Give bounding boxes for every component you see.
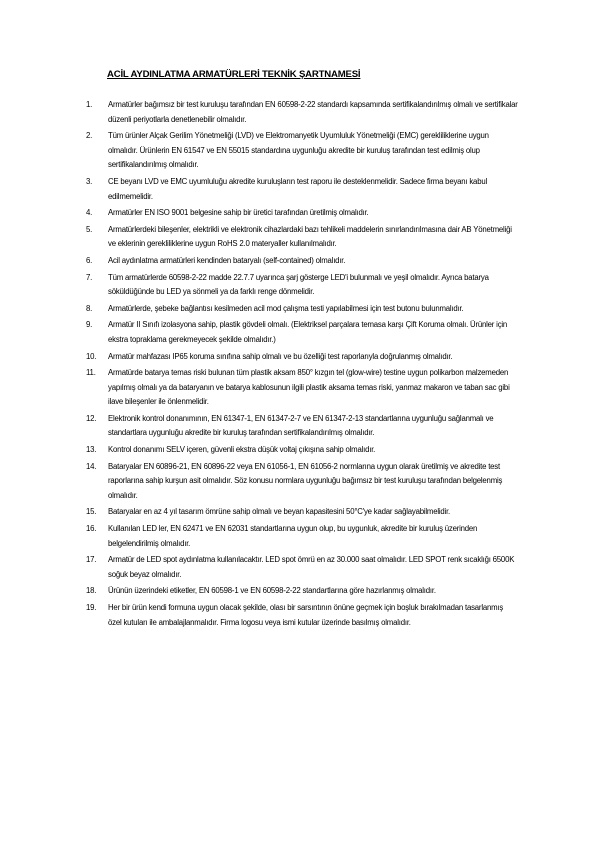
list-item [86,505,518,520]
list-item-number: 16. [86,524,97,534]
list-item-number: 17. [86,555,97,565]
list-item-number: 14. [86,461,97,471]
list-item-text: Armatürlerdeki bileşenler, elektrikli ve elektronik cihazlardaki bazı tehlikeli maddelerin sınırlandırılmasına dair AB Yönetmeliği ve eklerinin gerekliliklerine uygun RoHS 2.0 materyaller kullanılmalıdır. [108,224,512,249]
list-item-text: Kullanılan LED ler, EN 62471 ve EN 62031 standartlarına uygun olup, bu uygunluk, akredite bir kuruluş üzerinden belgelendirilmiş olmalıdır. [108,524,478,548]
list-item-text: Her bir ürün kendi formuna uygun olacak şekilde, olası bir sarsıntının önüne geçmek için boşluk bırakılmadan tasarlanmış özel kutuları ile ambalajlanmalıdır. Firma logosu veya ismi kutular üzerinde basılmış olmalıdır. [108,603,504,627]
list-item-number: 9. [86,320,93,330]
list-item-text: Elektronik kontrol donanımının, EN 61347-1, EN 61347-2-7 ve EN 61347-2-13 standartlarına uygunluğu sağlanmalı ve standartlara uygunluğu akredite bir kuruluş tarafından sertifikalandırılmış olmalıdır. [108,413,494,438]
list-item-number: 3. [86,176,93,186]
list-item-number: 10. [86,351,97,361]
list-item-text: Armatür de LED spot aydınlatma kullanılacaktır. LED spot ömrü en az 30.000 saat olmalıdır. LED SPOT renk sıcaklığı 6500K soğuk beyaz olmalıdır. [108,555,515,579]
list-item-text: Ürünün üzerindeki etiketler, EN 60598-1 ve EN 60598-2-22 standartlarına göre hazırlanmış olmalıdır. [108,586,436,596]
list-item [86,460,518,504]
list-item [86,318,518,347]
list-item-number: 19. [86,603,97,612]
list-item [86,129,518,173]
list-item-text: Armatür mahfazası IP65 koruma sınıfına sahip olmalı ve bu özelliği test raporlarıyla doğrulanmış olmalıdır. [108,351,453,361]
list-item-text: Armatürler bağımsız bir test kuruluşu tarafından EN 60598-2-22 standardı kapsamında sertifikalandırılmış olmalı ve sertifikalar düzenli periyotlarla denetlenebilir olmalıdır. [108,100,518,124]
list-item-text: Armatürlerde, şebeke bağlantısı kesilmeden acil mod çalışma testi yapılabilmesi için test butonu bulunmalıdır. [108,303,464,313]
list-item-text: Kontrol donanımı SELV içeren, güvenli ekstra düşük voltaj çıkışına sahip olmalıdır. [108,445,376,455]
list-item [86,223,518,252]
document-title: ACİL AYDINLATMA ARMATÜRLERİ TEKNİK ŞARTNAMESİ [107,69,361,80]
list-item-number: 15. [86,507,97,517]
list-item-text: Tüm armatürlerde 60598-2-22 madde 22.7.7 uyarınca şarj gösterge LED'i bulunmalı ve yeşil olmalıdır. Ayrıca batarya söküldüğünde bu LED ya sönmeli ya da farklı renge dönmelidir. [108,272,489,297]
list-item-text: Acil aydınlatma armatürleri kendinden bataryalı (self-contained) olmalıdır. [108,255,346,265]
list-item-text: Armatür II Sınıfı izolasyona sahip, plastik gövdeli olmalı. (Elektriksel parçalara temasa karşı Çift Koruma olmalı. Ürünler için ekstra topraklama gerekmeyecek şekilde olmalıdır.) [108,320,508,344]
list-item [86,254,518,269]
list-item-number: 5. [86,224,93,234]
list-item-number: 12. [86,413,97,423]
list-item [86,412,518,441]
list-item [86,98,518,127]
list-item [86,443,518,458]
list-item [86,271,518,300]
list-item [86,584,518,599]
list-item-number: 2. [86,131,93,141]
list-item [86,366,518,410]
list-item-number: 7. [86,272,93,282]
list-item-number: 6. [86,255,93,265]
list-item-text: Tüm ürünler Alçak Gerilim Yönetmeliği (LVD) ve Elektromanyetik Uyumluluk Yönetmeliği (EMC) gerekliliklerine uygun olmalıdır. Ürünlerin EN 61547 ve EN 55015 standardına uygunluğu akredite bir kuruluş tarafından test edilmiş olup sertifikalandırılmış olmalıdır. [108,131,489,170]
list-item-number: 11. [86,368,96,378]
list-item [86,302,518,317]
list-item [86,175,518,204]
list-item [86,601,518,630]
list-item-text: Armatürde batarya temas riski bulunan tüm plastik aksam 850° kızgın tel (glow-wire) testine uygun polikarbon malzemeden yapılmış olmalı ya da bataryanın ve batarya kablosunun ilgili plastik aksama temas riski, yanmaz makaron ve taban sac gibi ilave bileşenler ile önlenmelidir. [108,368,510,407]
list-item-number: 18. [86,586,97,596]
specification-list [86,98,518,632]
list-item [86,350,518,365]
list-item-number: 4. [86,208,93,218]
list-item-text: Bataryalar EN 60896-21, EN 60896-22 veya EN 61056-1, EN 61056-2 normlarına uygun olarak üretilmiş ve akredite test raporlarına sahip kurşun asit olmalıdır. Söz konusu normlara uygunluğu bağımsız bir test kuruluşu tarafından belgelenmiş olmalıdır. [108,461,503,500]
list-item [86,522,518,551]
list-item [86,206,518,221]
list-item-text: Armatürler EN ISO 9001 belgesine sahip bir üretici tarafından üretilmiş olmalıdır. [108,208,369,218]
list-item-number: 1. [86,100,93,109]
list-item-text: Bataryalar en az 4 yıl tasarım ömrüne sahip olmalı ve beyan kapasitesini 50°C'ye kadar sağlayabilmelidir. [108,507,451,517]
list-item [86,553,518,582]
list-item-number: 8. [86,303,93,313]
list-item-text: CE beyanı LVD ve EMC uyumluluğu akredite kuruluşların test raporu ile desteklenmelidir. Sadece firma beyanı kabul edilmemelidir. [108,176,487,201]
list-item-number: 13. [86,445,97,455]
